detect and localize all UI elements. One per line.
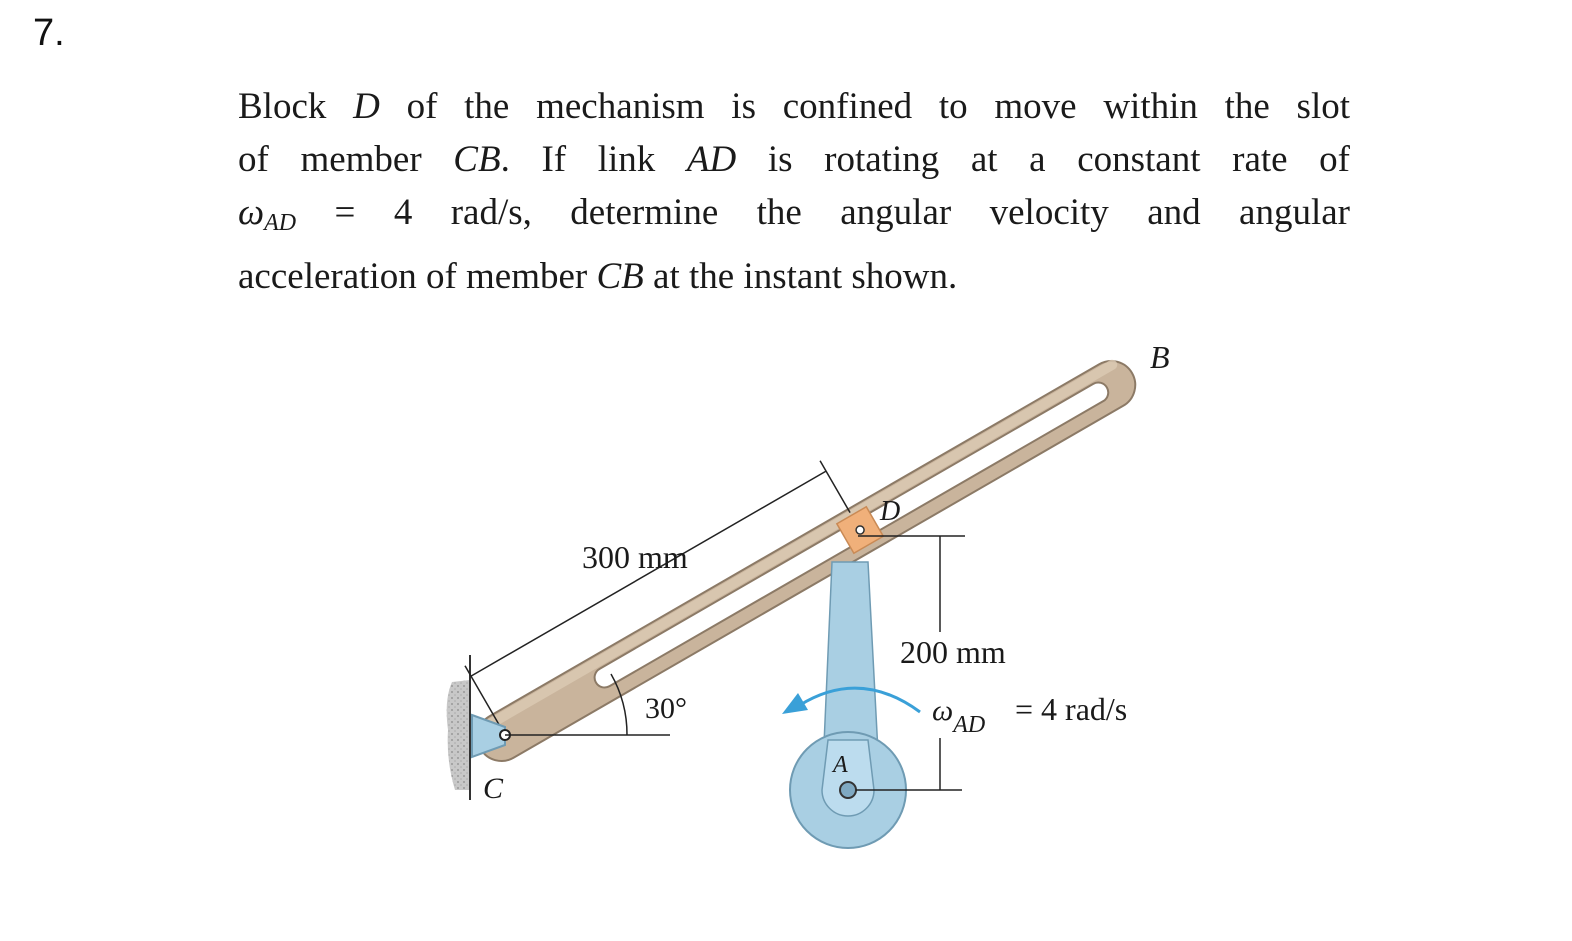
label-a: A xyxy=(833,752,848,778)
pin-a xyxy=(840,782,856,798)
problem-line-2: of member CB. If link AD is rotating at a constant rate of xyxy=(238,139,1351,180)
omega-arrow-head xyxy=(782,693,808,714)
dim-300-ext-d xyxy=(820,461,850,513)
omega-label xyxy=(932,694,985,738)
label-c: C xyxy=(483,772,504,805)
angle-label: 30° xyxy=(645,692,687,725)
problem-line-4: acceleration of member CB at the instant shown. xyxy=(238,256,958,297)
problem-line-1: Block D of the mechanism is confined to move within the slot xyxy=(238,86,1351,127)
dim-300-label: 300 mm xyxy=(582,539,688,575)
omega-value: = 4 rad/s xyxy=(1015,691,1128,727)
question-number: 7. xyxy=(33,12,65,54)
dim-200-label: 200 mm xyxy=(900,634,1006,670)
member-cb-highlight xyxy=(477,358,1119,735)
label-d: D xyxy=(880,496,901,527)
label-b: B xyxy=(1150,339,1170,375)
problem-line-3: $\omega_{AD} = 4$ rad/s, determine the angular velocity and angular xyxy=(238,192,1350,236)
link-ad-hub xyxy=(822,740,874,816)
ground-support xyxy=(447,680,470,790)
omega-subscript: AD xyxy=(953,712,986,738)
omega-symbol: ω xyxy=(932,694,954,727)
